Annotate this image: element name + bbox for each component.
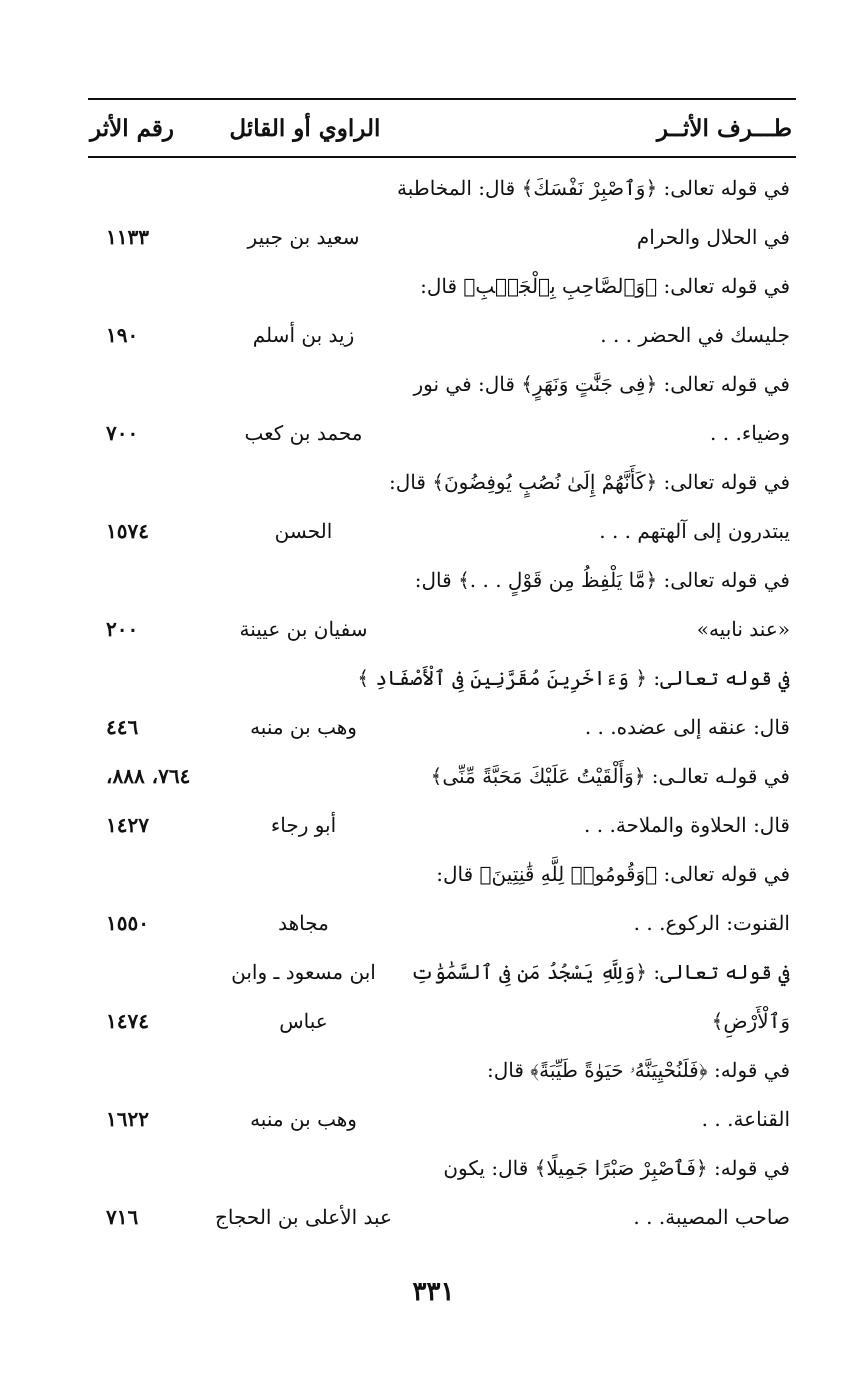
entry-narrator [211,801,396,850]
table-row [88,556,796,654]
table-row [88,360,796,458]
entry-narrator-line: الحسن [274,519,333,543]
table-body [88,164,796,1242]
entry-text [357,654,796,752]
entry-number-line: ١١٣٣ [106,225,149,249]
entry-number-line: ١٥٧٤ [106,519,149,543]
entry-narrator [211,899,396,948]
entry-text-line: في قولـه تعالـى: ﴿وَأَلْقَيْتُ عَلَيْكَ مَحَبَّةً مِّنِّى﴾ [430,764,790,788]
entry-text [396,752,796,850]
entry-text-line: في قوله تعالى: ﴿وَٱصْبِرْ نَفْسَكَ﴾ قال: المخاطبة [397,176,790,200]
entry-number-line: ١٥٥٠ [106,911,149,935]
entry-narrator-line: زيد بن أسلم [252,323,355,347]
entry-narrator-line: عبد الأعلى بن الحجاج [215,1205,392,1229]
entry-narrator [211,213,396,262]
entry-text-line: القناعة. . . [701,1107,790,1131]
header-number-column: رقم الأثر [90,114,175,142]
entry-text-line: جليسك في الحضر . . . [600,323,790,347]
entry-narrator-line: سعيد بن جبير [247,225,360,249]
entry-text-line: في قوله تعالى: ﴿ وَءَاخَرِينَ مُقَرَّنِينَ فِى ٱلْأَصْفَادِ ﴾ [357,666,790,690]
entry-number-line: ١٩٠ [106,323,139,347]
entry-narrator [211,605,396,654]
entry-number-line: ٤٤٦ [106,715,139,739]
entry-number [88,213,211,262]
header-rule [88,156,796,158]
entry-text-line: في قوله تعالى: ﴿وَلِلَّهِ يَسْجُدُ مَن فِى ٱلسَّمَٰوَٰتِ [410,960,790,984]
entry-text [396,850,796,948]
entry-text [396,1144,796,1242]
entry-number-line: ١٤٧٤ [106,1009,149,1033]
entry-narrator [211,507,396,556]
entry-number-line: ٧١٦ [106,1205,139,1229]
table-row [88,654,796,752]
entry-text-line: في قوله: ﴿فَلَنُحْيِيَنَّهُۥ حَيَوٰةً طَيِّبَةً﴾ قال: [487,1058,790,1082]
table-row [88,262,796,360]
table-row [88,1046,796,1144]
entry-narrator-line: سفيان بن عيينة [239,617,368,641]
entry-text [396,556,796,654]
entry-text [396,360,796,458]
entry-number [88,311,211,360]
entry-text [396,164,796,262]
entry-narrator [211,409,396,458]
entry-text [396,262,796,360]
table-row [88,850,796,948]
entry-text-line: في قوله تعالى: ﴿كَأَنَّهُمْ إِلَىٰ نُصُبٍ يُوفِضُونَ﴾ قال: [388,470,790,494]
entry-text-line: وضياء. . . [710,421,790,445]
entry-text-line: في قوله تعالى: ﴿وَٱلصَّاحِبِ بِٱلْجَنۢبِ﴾ قال: [420,274,790,298]
entry-narrator [211,311,396,360]
entry-narrator-line: مجاهد [278,911,329,935]
entry-text-line: قال: الحلاوة والملاحة. . . [584,813,790,837]
entry-narrator [211,1095,396,1144]
entry-narrator-line: أبو رجاء [270,813,337,837]
entry-text-line: في قوله تعالى: ﴿فِى جَنَّٰتٍ وَنَهَرٍ﴾ قال: في نور [413,372,790,396]
entry-number [88,1193,211,1242]
entry-number [88,703,211,752]
entry-narrator-line: وهب بن منبه [250,1107,357,1131]
entry-number-line: ٧٠٠ [106,421,139,445]
entry-text [396,1046,796,1144]
entry-text-line: في قوله تعالى: ﴿مَّا يَلْفِظُ مِن قَوْلٍ . . .﴾ قال: [414,568,790,592]
table-header [88,100,796,156]
table-row [88,752,796,850]
entry-narrator [211,1193,396,1242]
entry-text-line: في قوله: ﴿فَٱصْبِرْ صَبْرًا جَمِيلًا﴾ قال: يكون [443,1156,790,1180]
entry-text-line: يبتدرون إلى آلهتهم . . . [599,519,790,543]
index-table [88,98,796,1242]
table-row [88,1144,796,1242]
entry-number-line: ١٤٢٧ [106,813,149,837]
entry-text-line: صاحب المصيبة. . . [633,1205,790,1229]
entry-text-line: القنوت: الركوع. . . [633,911,790,935]
header-text-column: طـــرف الأثــر [656,114,792,142]
entry-number [88,409,211,458]
entry-narrator-line: وهب بن منبه [250,715,357,739]
entry-text-line: وَٱلْأَرْضِ﴾ [711,1009,790,1033]
entry-number-line: ١٦٢٢ [106,1107,149,1131]
entry-narrator [211,948,396,1046]
entry-text-line: قال: عنقه إلى عضده. . . [584,715,790,739]
entry-number [88,997,211,1046]
entry-number [88,507,211,556]
entry-number [88,752,211,850]
entry-number-line: ٢٠٠ [106,617,139,641]
table-row [88,458,796,556]
table-row [88,164,796,262]
entry-text [388,458,796,556]
entry-narrator [211,703,396,752]
header-narrator-column: الراوي أو القائل [229,114,381,142]
entry-text-line: «عند نابيه» [696,617,790,641]
entry-narrator-line: عباس [279,1009,328,1033]
entry-text-line: في الحلال والحرام [636,225,790,249]
entry-text-line: في قوله تعالى: ﴿وَقُومُوا۟ لِلَّهِ قَٰنِتِينَ﴾ قال: [436,862,790,886]
entry-text [396,948,796,1046]
page-number: ٣٣١ [412,1277,455,1307]
entry-number [88,605,211,654]
entry-number [88,899,211,948]
entry-narrator-line: محمد بن كعب [244,421,363,445]
entry-number-line: ٧٦٤، ٨٨٨، [106,764,191,788]
entry-number [88,1095,211,1144]
entry-narrator-line: ابن مسعود ـ وابن [231,960,376,984]
table-row [88,948,796,1046]
